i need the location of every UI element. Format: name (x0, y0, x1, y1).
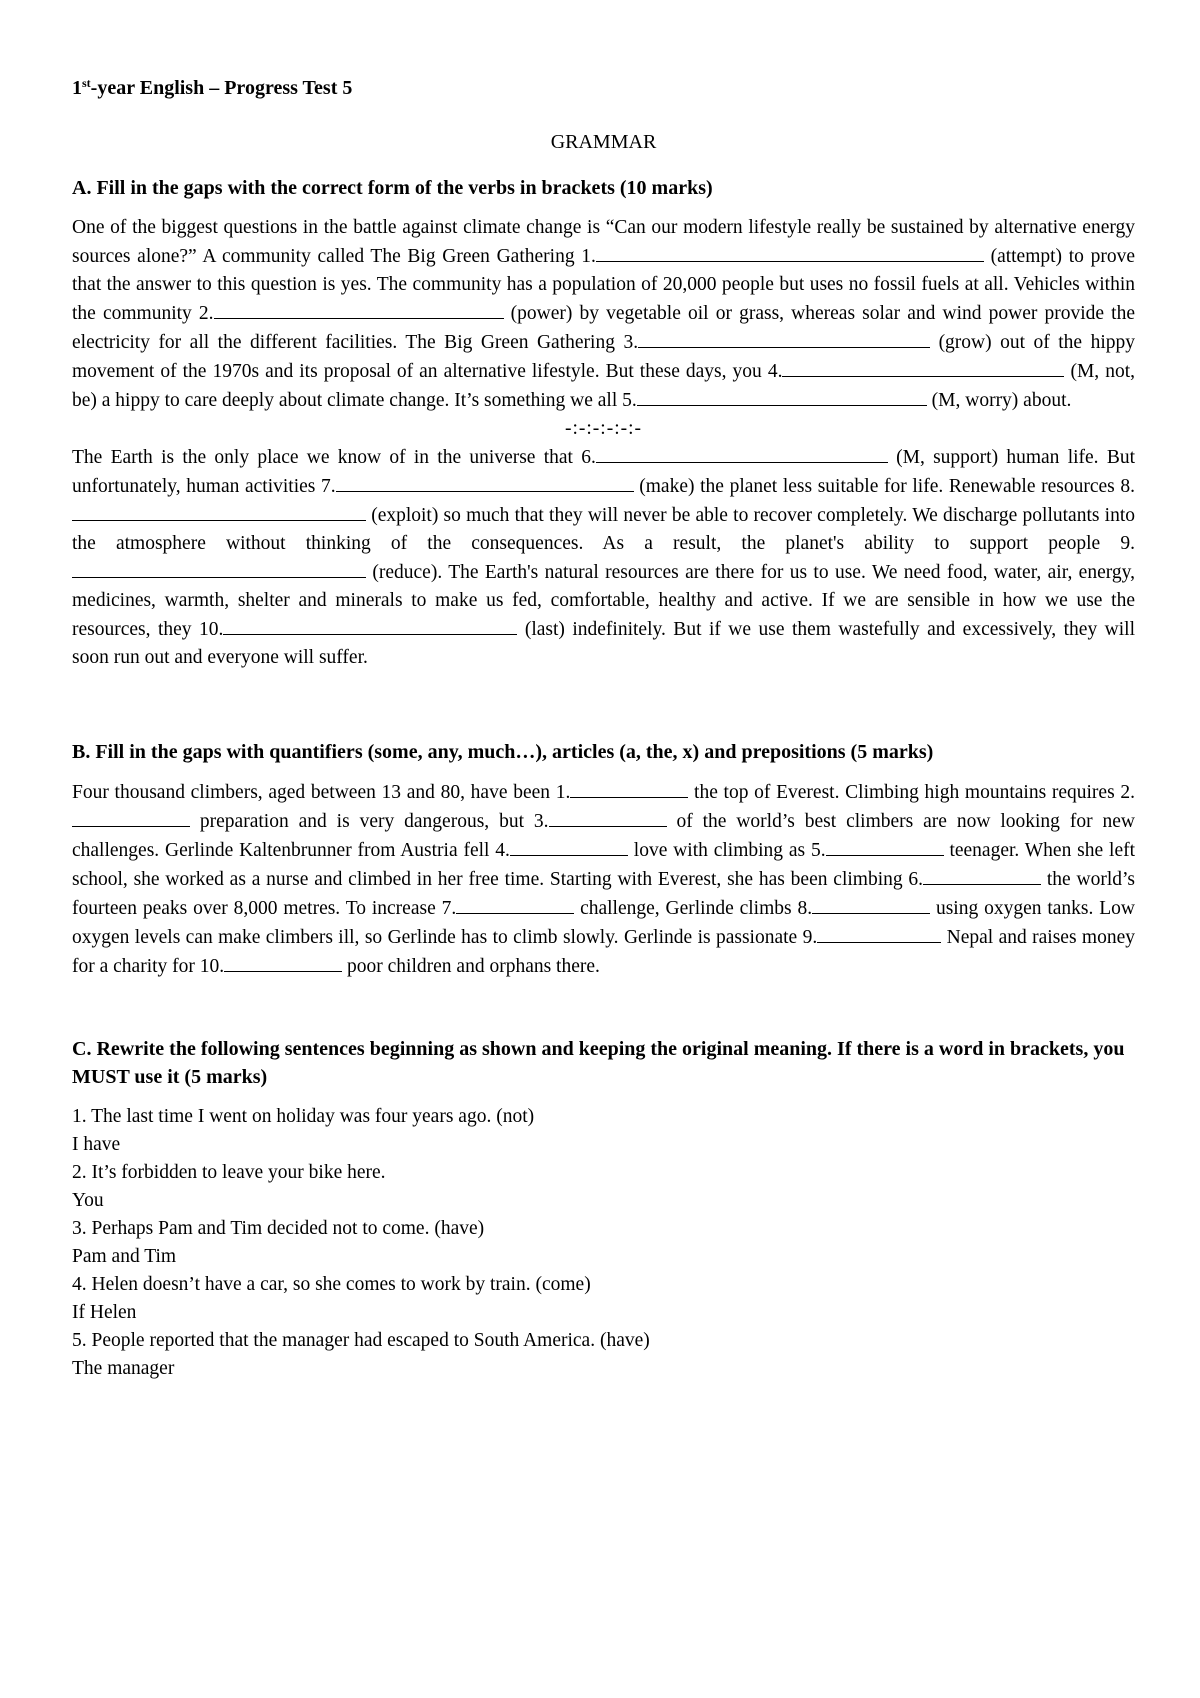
text-span: The Earth is the only place we know of in the universe that 6. (72, 447, 596, 468)
gap-a8[interactable] (72, 501, 366, 521)
gap-a7[interactable] (336, 472, 634, 492)
gap-b7[interactable] (456, 894, 574, 914)
text-span: (power) by vegetable oil or grass, whereas solar and wind power provide the electricity for all the different facilities. The Big Green Gathering 3. (72, 303, 1136, 353)
rewrite-question-3: 3. Perhaps Pam and Tim decided not to come. (have) (72, 1218, 485, 1239)
rewrite-question-4: 4. Helen doesn’t have a car, so she comes to work by train. (come) (72, 1274, 591, 1295)
rewrite-question-5: 5. People reported that the manager had escaped to South America. (have) (72, 1330, 650, 1351)
gap-a9[interactable] (72, 558, 366, 578)
gap-a4[interactable] (782, 357, 1064, 377)
text-span: the world’s fourteen peaks over 8,000 metres. To increase 7. (72, 869, 1135, 919)
text-span: Nepal and raises money for a charity for 10. (72, 927, 1136, 977)
text-span: the top of Everest. Climbing high mountains requires 2. (688, 782, 1135, 803)
text-span: Four thousand climbers, aged between 13 and 80, have been 1. (72, 782, 571, 803)
text-span: poor children and orphans there. (342, 956, 600, 977)
part-c-heading: C. Rewrite the following sentences beginning as shown and keeping the original meaning. If there is a word in brackets, you MUST use it (5 marks) (72, 1038, 1125, 1088)
text-span: (M, worry) about. (926, 390, 1072, 411)
rewrite-question-1: 1. The last time I went on holiday was four years ago. (not) (72, 1106, 535, 1127)
text-span: (last) indefinitely. But if we use them wastefully and excessively, they will soon run out and everyone will suffer. (72, 619, 1135, 668)
text-span: One of the biggest questions in the battle against climate change is “Can our modern lifestyle really be sustained by alternative energy sources alone?” A community called The Big Green Gathering 1. (72, 217, 1135, 267)
part-a-heading: A. Fill in the gaps with the correct form of the verbs in brackets (10 marks) (72, 177, 713, 199)
rewrite-start-2[interactable]: You (72, 1190, 104, 1211)
text-span: (attempt) to prove that the answer to this question is yes. The community has a population of 20,000 people but uses no fossil fuels at all. Vehicles within the community 2. (72, 246, 1135, 324)
text-span: teenager. When she left school, she worked as a nurse and climbed in her free time. Starting with Everest, she has been climbing 6. (72, 840, 1136, 890)
text-span: (exploit) so much that they will never be able to recover completely. We discharge pollutants into the atmosphere without thinking of the consequences. As a result, the planet's ability to support people 9. (72, 505, 1135, 554)
title-superscript: st (82, 76, 91, 90)
text-span: of the world’s best climbers are now looking for new challenges. Gerlinde Kaltenbrunner from Austria fell 4. (72, 811, 1135, 861)
rewrite-start-5[interactable]: The manager (72, 1358, 175, 1379)
gap-b8[interactable] (812, 894, 930, 914)
gap-b1[interactable] (570, 778, 688, 798)
text-span: love with climbing as 5. (627, 840, 826, 861)
text-span: preparation and is very dangerous, but 3. (190, 811, 549, 832)
text-span: (M, not, be) a hippy to care deeply about climate change. It’s something we all 5. (72, 361, 1136, 411)
text-span: using oxygen tanks. Low oxygen levels can make climbers ill, so Gerlinde has to climb slowly. Gerlinde is passionate 9. (72, 898, 1135, 948)
text-span: challenge, Gerlinde climbs 8. (574, 898, 813, 919)
gap-a6[interactable] (596, 443, 888, 463)
gap-b9[interactable] (817, 923, 941, 943)
rewrite-start-4[interactable]: If Helen (72, 1302, 137, 1323)
rewrite-question-2: 2. It’s forbidden to leave your bike here. (72, 1162, 386, 1183)
gap-b2[interactable] (72, 807, 190, 827)
part-b-paragraph (72, 778, 1135, 981)
gap-a5[interactable] (637, 386, 927, 406)
gap-b3[interactable] (549, 807, 667, 827)
gap-a2[interactable] (214, 299, 504, 319)
part-a (72, 174, 1135, 672)
part-a-paragraph-2 (72, 443, 1135, 672)
gap-a1[interactable] (596, 242, 984, 262)
gap-a3[interactable] (638, 328, 930, 348)
rewrite-start-1[interactable]: I have (72, 1134, 121, 1155)
gap-b5[interactable] (826, 836, 944, 856)
section-label: GRAMMAR (550, 131, 657, 153)
test-title (72, 74, 1135, 102)
text-span: (make) the planet less suitable for life. Renewable resources 8. (633, 476, 1135, 497)
title-rest: -year English – Progress Test 5 (90, 77, 353, 99)
part-b (72, 738, 1135, 981)
part-b-heading: B. Fill in the gaps with quantifiers (some, any, much…), articles (a, the, x) and prepositions (5 marks) (72, 741, 934, 763)
text-span: (reduce). The Earth's natural resources are there for us to use. We need food, water, air, energy, medicines, warmth, shelter and minerals to make us fed, comfortable, healthy and active. If we are sensible in how we use the resources, they 10. (72, 562, 1135, 640)
title-prefix: 1 (72, 77, 82, 99)
rewrite-list (72, 1103, 1135, 1383)
gap-b4[interactable] (510, 836, 628, 856)
part-a-paragraph-1 (72, 214, 1135, 415)
divider: -:-:-:-:-:- (564, 418, 643, 439)
gap-a10[interactable] (223, 615, 517, 635)
text-span: (M, support) human life. But unfortunately, human activities 7. (72, 447, 1135, 497)
text-span: (grow) out of the hippy movement of the 1970s and its proposal of an alternative lifestyle. But these days, you 4. (72, 332, 1135, 382)
gap-b10[interactable] (224, 952, 342, 972)
part-c (72, 1035, 1135, 1383)
gap-b6[interactable] (923, 865, 1041, 885)
rewrite-start-3[interactable]: Pam and Tim (72, 1246, 177, 1267)
